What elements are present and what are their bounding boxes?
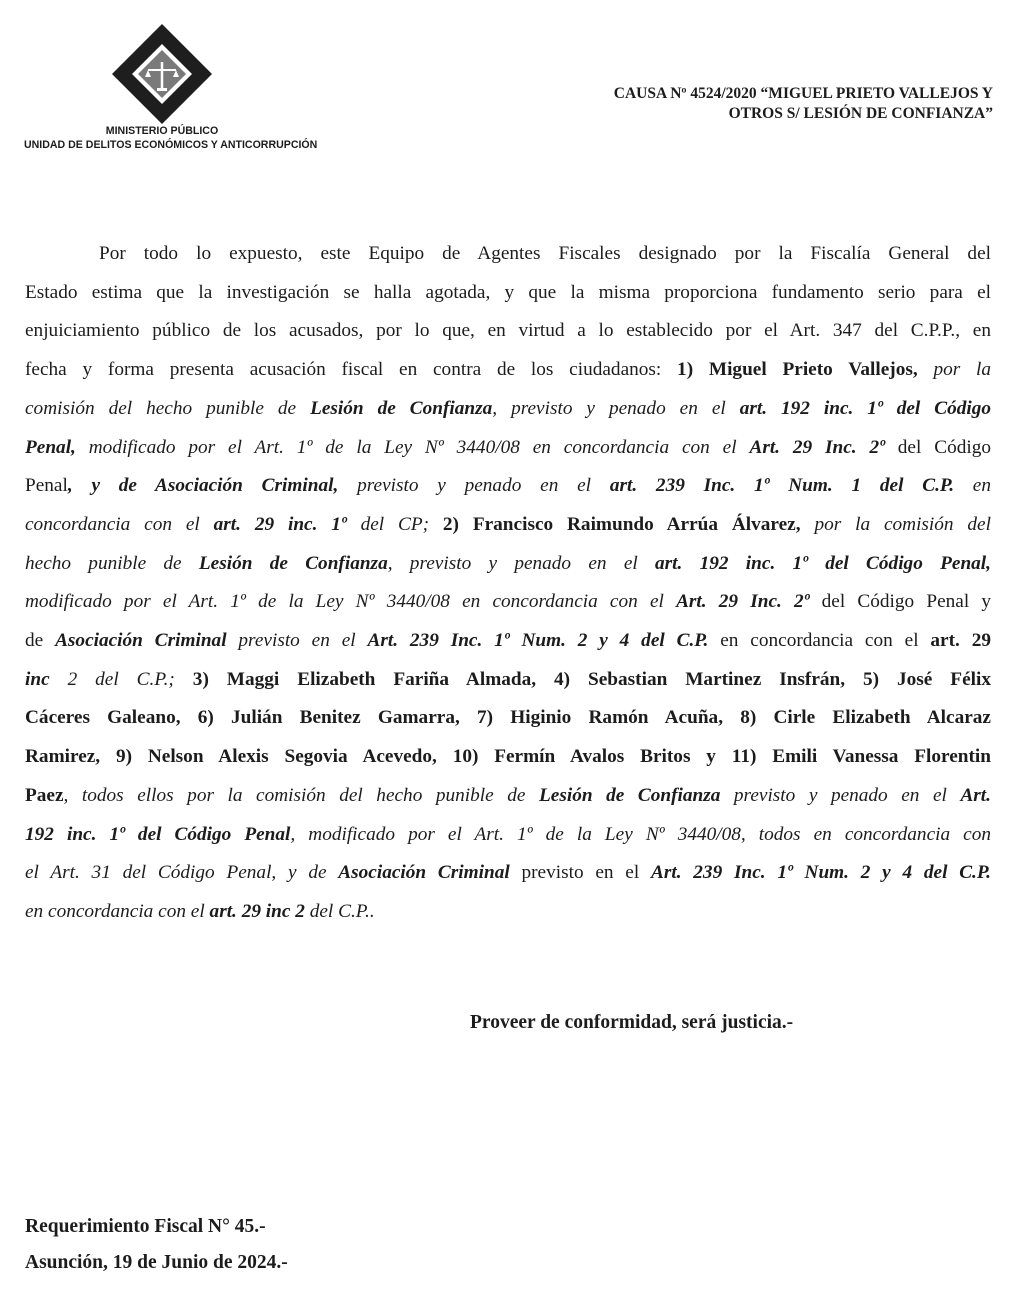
body-line: enjuiciamiento público de los acusados, por lo que, en virtud a lo establecido por el Art. 347 del C.P.P., en [25,320,991,342]
ministerio-publico-logo [110,22,214,126]
org-unit: UNIDAD DE DELITOS ECONÓMICOS Y ANTICORRUPCIÓN [24,139,318,151]
requerimiento-number: Requerimiento Fiscal N° 45.- [25,1216,266,1237]
body-line: Paez, todos ellos por la comisión del hecho punible de Lesión de Confianza previsto y penado en el Art. [25,784,991,806]
body-line: Por todo lo expuesto, este Equipo de Agentes Fiscales designado por la Fiscalía General del [99,243,991,264]
body-line: modificado por el Art. 1º de la Ley Nº 3440/08 en concordancia con el Art. 29 Inc. 2º del Código Penal y [25,591,992,613]
body-line: Penal, modificado por el Art. 1º de la Ley Nº 3440/08 en concordancia con el Art. 29 Inc. 2º del Código [25,436,991,458]
body-line: 192 inc. 1º del Código Penal, modificado por el Art. 1º de la Ley Nº 3440/08, todos en concordancia con [25,823,991,845]
case-title-line2: OTROS S/ LESIÓN DE CONFIANZA” [728,105,993,122]
body-line: Ramirez, 9) Nelson Alexis Segovia Acevedo, 10) Fermín Avalos Britos y 11) Emili Vanessa Florentin [25,746,991,768]
closing-statement: Proveer de conformidad, será justicia.- [470,1012,794,1033]
document-body [25,235,991,932]
document-footer [25,1209,288,1281]
body-line: el Art. 31 del Código Penal, y de Asociación Criminal previsto en el Art. 239 Inc. 1º Num. 2 y 4 del C.P. [25,862,991,884]
document-date: Asunción, 19 de Junio de 2024.- [25,1252,288,1273]
case-title-line1: CAUSA Nº 4524/2020 “MIGUEL PRIETO VALLEJOS Y [613,85,993,102]
body-line: Cáceres Galeano, 6) Julián Benitez Gamarra, 7) Higinio Ramón Acuña, 8) Cirle Elizabeth Alcaraz [25,707,991,729]
body-line: de Asociación Criminal previsto en el Art. 239 Inc. 1º Num. 2 y 4 del C.P. en concordancia con el art. 29 [25,630,991,652]
body-line: concordancia con el art. 29 inc. 1º del CP; 2) Francisco Raimundo Arrúa Álvarez, por la comisión del [25,513,991,535]
case-title [473,84,993,124]
body-line: comisión del hecho punible de Lesión de Confianza, previsto y penado en el art. 192 inc. 1º del Código [25,397,991,419]
organization-header [24,124,318,152]
body-line: hecho punible de Lesión de Confianza, previsto y penado en el art. 192 inc. 1º del Código Penal, [25,552,991,574]
body-line: Estado estima que la investigación se halla agotada, y que la misma proporciona fundamento serio para el [25,281,991,303]
body-line: Penal, y de Asociación Criminal, previsto y penado en el art. 239 Inc. 1º Num. 1 del C.P. en [25,475,991,497]
body-line: inc 2 del C.P.; 3) Maggi Elizabeth Fariña Almada, 4) Sebastian Martinez Insfrán, 5) José Félix [25,668,991,690]
body-line: en concordancia con el art. 29 inc 2 del C.P.. [25,900,375,922]
org-name: MINISTERIO PÚBLICO [105,125,219,137]
body-line: fecha y forma presenta acusación fiscal en contra de los ciudadanos: 1) Miguel Prieto Vallejos, por la [25,359,991,381]
